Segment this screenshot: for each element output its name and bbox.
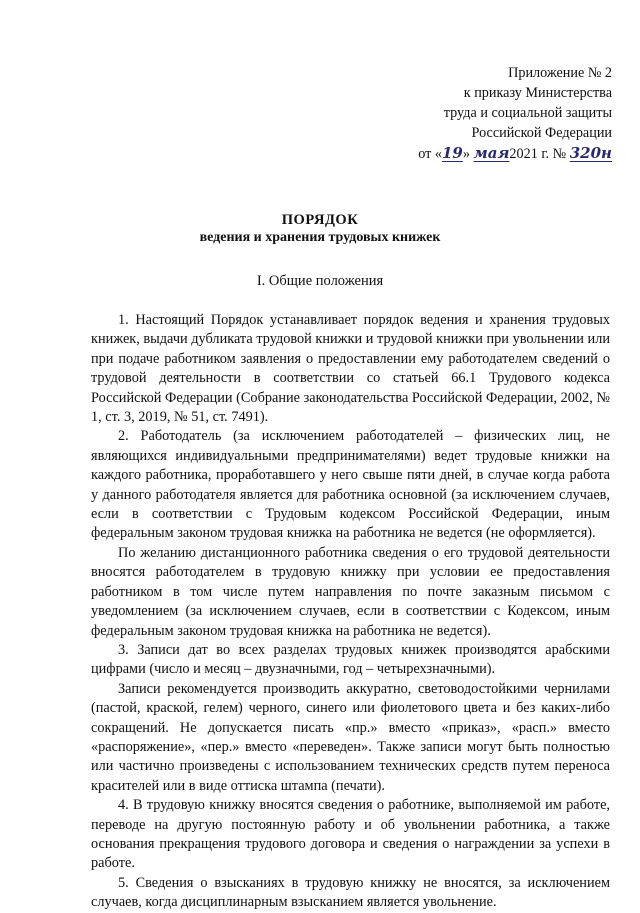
appendix-line-3: труда и социальной защиты — [443, 105, 612, 121]
handwritten-month: мая — [473, 144, 510, 162]
document-subtitle: ведения и хранения трудовых книжек — [199, 230, 441, 245]
handwritten-order-number: 320н — [569, 144, 612, 162]
paragraph-1: 1. Настоящий Порядок устанавливает порядок ведения и хранения трудовых книжек, выдачи дубликата трудовой книжки и трудовой книжки при увольнении или при подаче работником заявления о предоставлении ему работодателем сведений о трудовой деятельности в соответствии со статьей 66.1 Трудового кодекса Российской Федерации (Собрание законодательства Российской Федерации, 2002, № 1, ст. 3, 2019, № 51, ст. 7491). — [91, 312, 610, 426]
order-date-line — [418, 143, 612, 164]
handwritten-day: 19 — [441, 144, 463, 162]
date-prefix: от — [418, 146, 432, 162]
paragraph-6: 4. В трудовую книжку вносятся сведения о работнике, выполняемой им работе, переводе на другую постоянную работу и об увольнении работника, а также основания прекращения трудового договора и сведения о награждении за успехи в работе. — [91, 797, 610, 872]
document-body — [91, 311, 610, 913]
date-close-quote: » — [462, 146, 470, 162]
appendix-line-4: Российской Федерации — [471, 125, 612, 141]
paragraph-7: 5. Сведения о взысканиях в трудовую книжку не вносятся, за исключением случаев, когда дисциплинарным взысканием является увольнение. — [91, 874, 610, 911]
appendix-line-2: к приказу Министерства — [463, 85, 612, 101]
section-heading: I. Общие положения — [256, 273, 384, 289]
paragraph-2: 2. Работодатель (за исключением работодателей – физических лиц, не являющихся индивидуальными предпринимателями) ведет трудовые книжки на каждого работника, проработавшего у него свыше пяти дней, в случае когда работа у данного работодателя является для работника основной (за исключением случаев, если в соответствии с Трудовым кодексом Российской Федерации, иным федеральным законом трудовая книжка на работника не ведется (не оформляется). — [91, 428, 610, 542]
appendix-line-1: Приложение № 2 — [508, 65, 612, 81]
appendix-header — [418, 63, 612, 164]
paragraph-4: 3. Записи дат во всех разделах трудовых книжек производятся арабскими цифрами (число и месяц – двузначными, год – четырехзначными). — [91, 641, 610, 678]
paragraph-5: Записи рекомендуется производить аккуратно, световодостойкими чернилами (пастой, краской, гелем) черного, синего или фиолетового цвета и без каких-либо сокращений. Не допускается писать «пр.» вместо «приказ», «расп.» вместо «распоряжение», «пер.» вместо «переведен». Также записи могут быть полностью или частично произведены с использованием технических средств путем переноса красителей или в виде оттиска штампа (печати). — [91, 680, 610, 794]
paragraph-3: По желанию дистанционного работника сведения о его трудовой деятельности вносятся работодателем в трудовую книжку при условии ее предоставления работником в том числе путем направления по почте заказным письмом с уведомлением (за исключением случаев, если в соответствии с Кодексом, иным федеральным законом трудовая книжка на работника не ведется). — [91, 544, 610, 639]
date-open-quote: « — [434, 146, 442, 162]
date-year: 2021 г. № — [509, 146, 567, 162]
document-title: ПОРЯДОК — [281, 212, 359, 228]
